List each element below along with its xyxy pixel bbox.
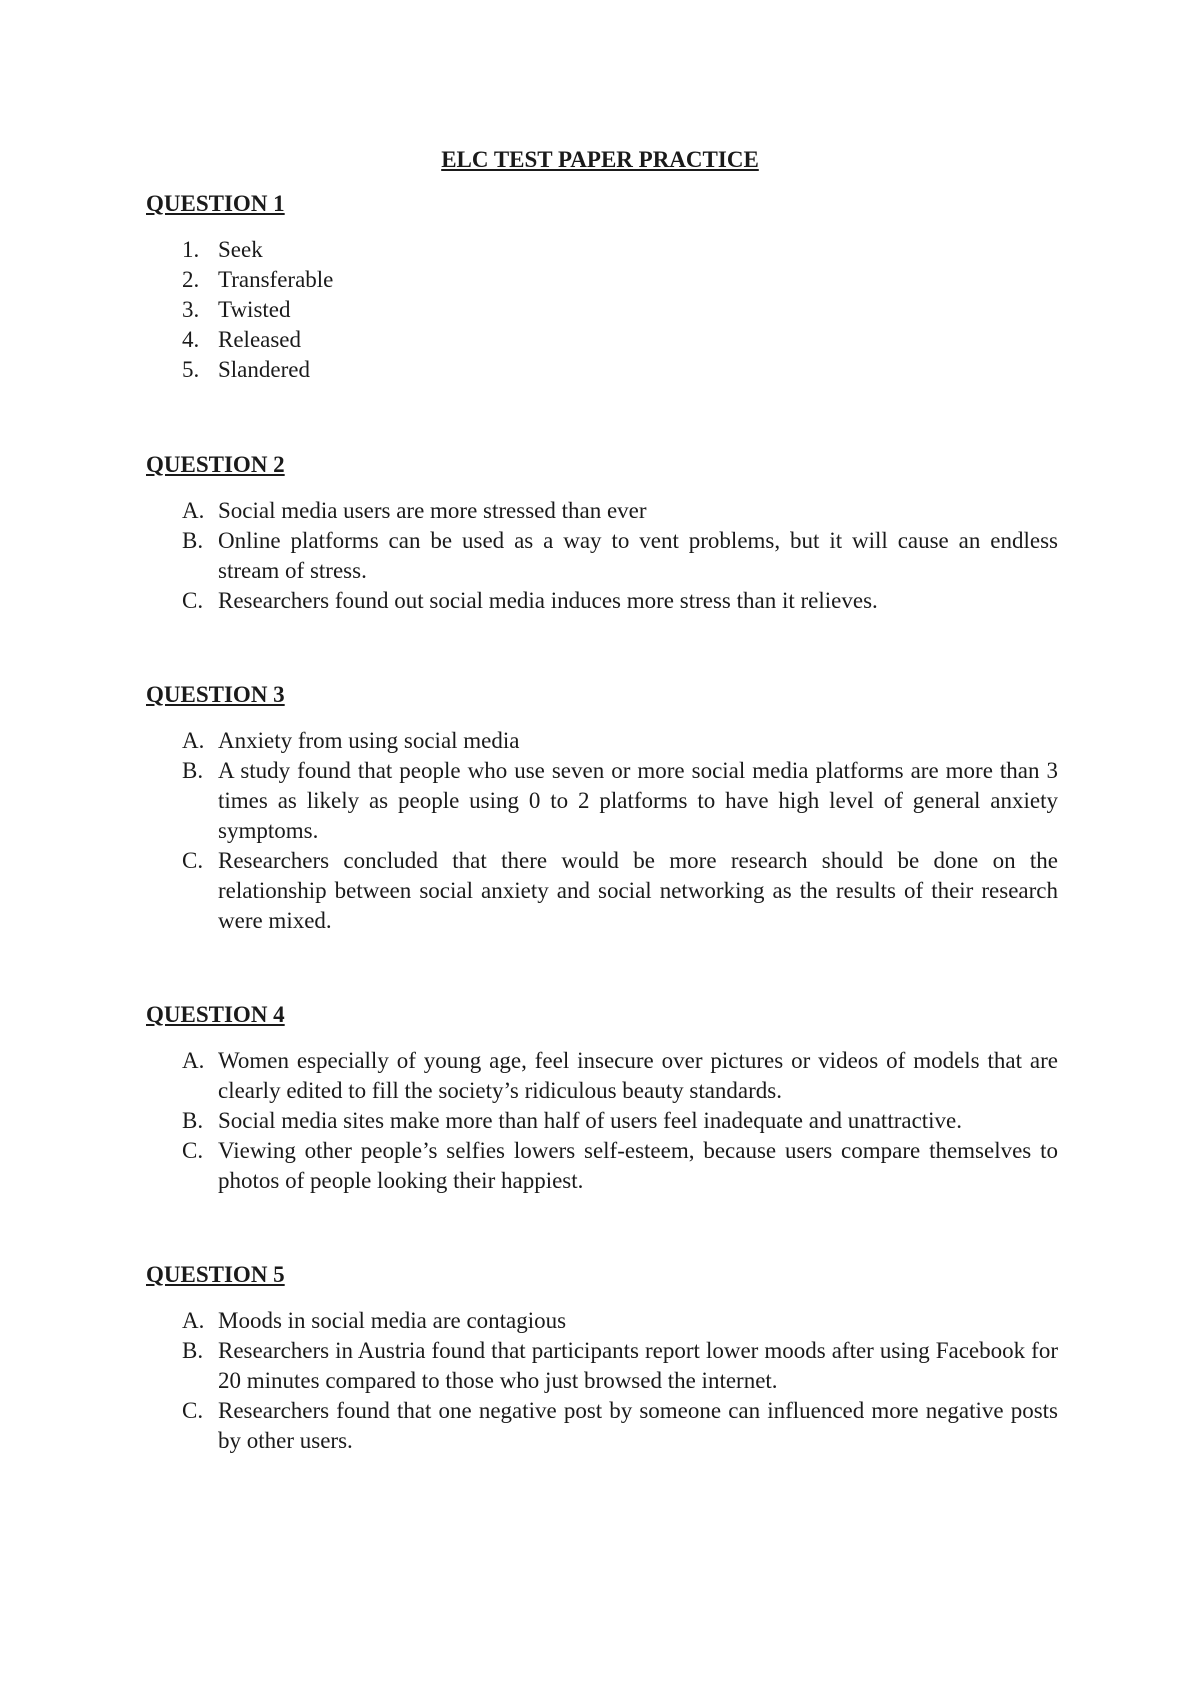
- item-text: Researchers concluded that there would be more research should be done on the relationship between social anxiety and social networking as the results of their research were mixed.: [218, 848, 1058, 933]
- list-item: [146, 1336, 1058, 1396]
- item-text: Researchers found that one negative post by someone can influenced more negative posts by other users.: [218, 1398, 1058, 1453]
- answer-list: [146, 235, 1058, 385]
- item-marker: 1.: [182, 237, 200, 262]
- question-3-section: [146, 680, 1058, 936]
- item-marker: A.: [182, 1048, 205, 1073]
- list-item: [146, 756, 1058, 846]
- item-text: A study found that people who use seven or more social media platforms are more than 3 times as likely as people using 0 to 2 platforms to have high level of general anxiety symptoms.: [218, 758, 1058, 843]
- list-item: [146, 726, 1058, 756]
- item-marker: C.: [182, 588, 204, 613]
- item-text: Twisted: [218, 297, 291, 322]
- list-item: [146, 586, 1058, 616]
- item-marker: 5.: [182, 357, 200, 382]
- item-marker: A.: [182, 728, 205, 753]
- question-5-section: [146, 1260, 1058, 1456]
- item-marker: 2.: [182, 267, 200, 292]
- answer-list: [146, 1046, 1058, 1196]
- item-text: Viewing other people’s selfies lowers self-esteem, because users compare themselves to photos of people looking their happiest.: [218, 1138, 1058, 1193]
- question-heading: QUESTION 2: [146, 452, 285, 477]
- item-text: Transferable: [218, 267, 334, 292]
- item-marker: B.: [182, 1108, 204, 1133]
- question-heading: QUESTION 4: [146, 1002, 285, 1027]
- item-text: Researchers in Austria found that participants report lower moods after using Facebook for 20 minutes compared to those who just browsed the internet.: [218, 1338, 1058, 1393]
- item-marker: A.: [182, 1308, 205, 1333]
- question-heading: QUESTION 3: [146, 682, 285, 707]
- list-item: [146, 1396, 1058, 1456]
- list-item: [146, 846, 1058, 936]
- item-marker: C.: [182, 848, 204, 873]
- item-marker: B.: [182, 528, 204, 553]
- list-item: [146, 526, 1058, 586]
- list-item: [146, 325, 1058, 355]
- question-1-section: [146, 189, 1058, 385]
- item-text: Social media users are more stressed than ever: [218, 498, 647, 523]
- item-text: Seek: [218, 237, 263, 262]
- question-4-section: [146, 1000, 1058, 1196]
- answer-list: [146, 1306, 1058, 1456]
- item-text: Online platforms can be used as a way to vent problems, but it will cause an endless stream of stress.: [218, 528, 1058, 583]
- list-item: [146, 265, 1058, 295]
- list-item: [146, 355, 1058, 385]
- question-heading: QUESTION 1: [146, 191, 285, 216]
- list-item: [146, 1136, 1058, 1196]
- question-2-section: [146, 450, 1058, 616]
- item-marker: 4.: [182, 327, 200, 352]
- list-item: [146, 1306, 1058, 1336]
- item-text: Moods in social media are contagious: [218, 1308, 567, 1333]
- question-heading: QUESTION 5: [146, 1262, 285, 1287]
- item-marker: B.: [182, 758, 204, 783]
- item-text: Social media sites make more than half of users feel inadequate and unattractive.: [218, 1108, 963, 1133]
- list-item: [146, 1046, 1058, 1106]
- item-marker: C.: [182, 1138, 204, 1163]
- item-marker: C.: [182, 1398, 204, 1423]
- item-text: Anxiety from using social media: [218, 728, 520, 753]
- item-text: Slandered: [218, 357, 310, 382]
- list-item: [146, 235, 1058, 265]
- item-text: Women especially of young age, feel insecure over pictures or videos of models that are clearly edited to fill the society’s ridiculous beauty standards.: [218, 1048, 1058, 1103]
- page-title: ELC TEST PAPER PRACTICE: [441, 147, 759, 172]
- answer-list: [146, 726, 1058, 936]
- item-marker: B.: [182, 1338, 204, 1363]
- list-item: [146, 1106, 1058, 1136]
- item-marker: A.: [182, 498, 205, 523]
- item-text: Researchers found out social media induces more stress than it relieves.: [218, 588, 878, 613]
- list-item: [146, 295, 1058, 325]
- item-text: Released: [218, 327, 302, 352]
- item-marker: 3.: [182, 297, 200, 322]
- answer-list: [146, 496, 1058, 616]
- list-item: [146, 496, 1058, 526]
